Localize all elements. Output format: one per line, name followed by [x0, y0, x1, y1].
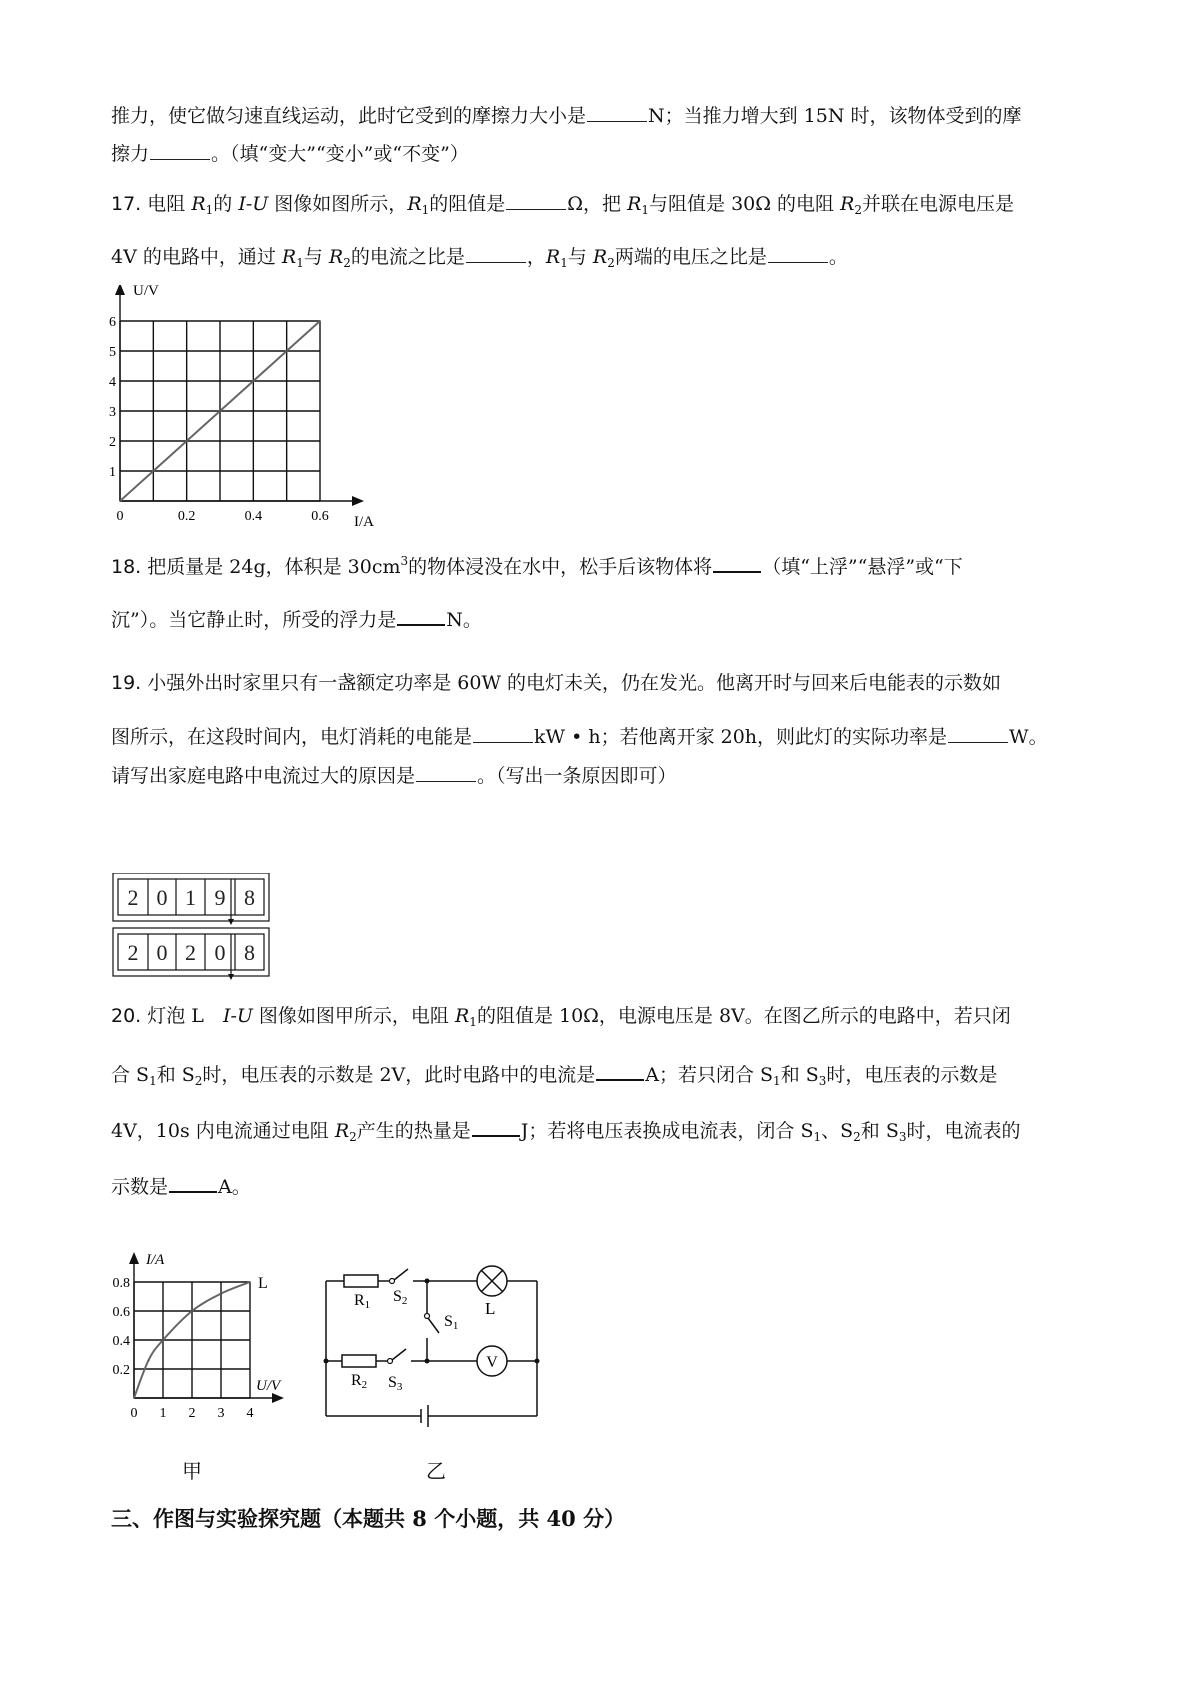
q20-text: 时，电压表的示数是 2V，此时电路中的电流是 [202, 1064, 596, 1086]
q16-line-1 [111, 103, 1022, 128]
q17-text: 与 [567, 246, 593, 268]
q16-text: 推力，使它做匀速直线运动，此时它受到的摩擦力大小是 [111, 105, 587, 127]
q17-text: 。 [828, 246, 848, 268]
meter-digit: 0 [156, 885, 168, 910]
q17-text: 与阻值是 30Ω 的电阻 [649, 193, 841, 215]
var-R: R [840, 193, 855, 215]
x-axis-arrow-icon [352, 496, 364, 506]
x-axis-label: U/V [256, 1378, 281, 1394]
q20-text: 和 S [780, 1064, 819, 1086]
q20-blank-ammeter[interactable] [169, 1173, 217, 1193]
sub: 1 [205, 203, 214, 217]
var-R: R [407, 193, 422, 215]
y-tick-label: 0.2 [112, 1363, 130, 1378]
y-tick-label: 1 [109, 465, 116, 480]
y-tick-label: 0.4 [112, 1334, 130, 1349]
q20-text: 4V，10s 内电流通过电阻 [111, 1120, 335, 1142]
sub: 3 [898, 1130, 907, 1144]
q20-line-4 [111, 1173, 251, 1199]
q17-line-2 [111, 244, 848, 269]
q17-text: ， [526, 246, 546, 268]
sub: 1 [773, 1074, 781, 1088]
q18-text: 沉”）。当它静止时，所受的浮力是 [111, 609, 397, 631]
q16-blank-change[interactable] [150, 141, 210, 160]
sub: 2 [607, 256, 615, 270]
y-tick-label: 0.8 [112, 1276, 130, 1291]
q20-text: 时，电流表的 [906, 1120, 1021, 1142]
q19-blank-reason[interactable] [416, 763, 476, 782]
q18-line-1 [111, 553, 963, 579]
meter-digit: 2 [127, 885, 139, 910]
sub: 1 [560, 256, 568, 270]
y-axis-label: I/A [146, 1252, 165, 1268]
energy-meter-figure [112, 873, 272, 983]
q18-line-2 [111, 606, 482, 632]
q19-text: W。 [1009, 726, 1048, 748]
decimal-pointer-icon [228, 974, 234, 980]
var-R: R [334, 1120, 350, 1142]
q20-text: 和 S [860, 1120, 899, 1142]
q20-text: 的阻值是 10Ω，电源电压是 8V。在图乙所示的电路中，若只闭 [476, 1005, 1011, 1027]
q16-text: 擦力 [111, 143, 150, 165]
label-r2: R2 [351, 1372, 368, 1391]
q19-text: 图所示，在这段时间内，电灯消耗的电能是 [111, 726, 473, 748]
resistor-r1 [344, 1275, 378, 1287]
sub: 2 [343, 256, 351, 270]
caption-yi: 乙 [426, 1459, 446, 1483]
q20-text: 示数是 [111, 1176, 169, 1198]
label-s1: S1 [444, 1313, 459, 1332]
sub: 1 [641, 203, 650, 217]
q17-text: 与 [303, 246, 329, 268]
var-R: R [627, 193, 642, 215]
q17-text: 电阻 [147, 193, 192, 215]
switch-s1-blade [428, 1318, 439, 1333]
data-point [219, 410, 221, 412]
q16-text: 。（填“变大”“变小”或“不变”） [211, 143, 469, 165]
caption-jia: 甲 [182, 1459, 202, 1483]
q18-text: （填“上浮”“悬浮”或“下 [762, 556, 963, 578]
y-axis-arrow-icon [129, 1252, 139, 1264]
sub: 2 [854, 203, 863, 217]
x-tick-label: 3 [217, 1406, 225, 1421]
var-R: R [328, 246, 344, 268]
q20-text: A；若只闭合 S [645, 1064, 774, 1086]
data-point [186, 440, 188, 442]
label-s3: S3 [388, 1374, 403, 1393]
sub: 1 [149, 1074, 157, 1088]
q20-line-2 [111, 1061, 997, 1087]
circuit-diagram [320, 1248, 550, 1428]
x-tick-label: 2 [188, 1406, 196, 1421]
x-tick-label: 0 [116, 509, 124, 524]
q17-text: 两端的电压之比是 [614, 246, 767, 268]
question-number: 18. [111, 556, 142, 578]
chart-lamp-iu [100, 1248, 290, 1428]
sub: 1 [296, 256, 304, 270]
switch-s1-pivot [425, 1314, 430, 1319]
y-tick-label: 3 [109, 405, 116, 420]
label-r1: R1 [354, 1292, 371, 1311]
x-tick-label: 0.4 [244, 509, 263, 524]
series-label-l: L [258, 1275, 268, 1292]
q17-text: 的 [213, 193, 239, 215]
q19-line-3 [111, 763, 677, 788]
var-IU: I-U [222, 1005, 253, 1027]
y-tick-label: 6 [109, 315, 116, 330]
q19-text: 。（写出一条原因即可） [477, 765, 677, 787]
q17-blank-voltage-ratio[interactable] [768, 244, 828, 263]
voltmeter-label: V [486, 1354, 498, 1371]
sub: 2 [349, 1130, 357, 1144]
y-tick-label: 5 [109, 345, 116, 360]
question-number: 17. [111, 193, 142, 215]
q19-blank-power[interactable] [948, 724, 1008, 743]
q19-line-2 [111, 724, 1048, 749]
meter-digit: 9 [214, 885, 226, 910]
data-point [153, 470, 155, 472]
q20-text: 灯泡 L [147, 1005, 223, 1027]
q20-text: 图像如图甲所示，电阻 [252, 1005, 455, 1027]
y-axis-label: U/V [133, 285, 159, 299]
x-tick-label: 0.2 [177, 509, 196, 524]
x-tick-label: 4 [246, 1406, 254, 1421]
sub: 3 [818, 1074, 827, 1088]
q17-text: Ω，把 [567, 193, 628, 215]
x-axis-label: I/A [354, 514, 374, 530]
q19-blank-energy[interactable] [473, 724, 533, 743]
q16-blank-friction[interactable] [587, 103, 647, 122]
data-point [249, 1281, 251, 1283]
junction-dot [535, 1359, 540, 1364]
data-point [286, 350, 288, 352]
data-point [148, 1360, 150, 1362]
y-tick-label: 2 [109, 435, 116, 450]
x-tick-label: 0.6 [311, 509, 329, 524]
x-tick-label: 0 [130, 1406, 138, 1421]
q19-text: kW • h；若他离开家 20h，则此灯的实际功率是 [534, 726, 948, 748]
q16-line-2 [111, 141, 469, 166]
sub: 2 [194, 1074, 203, 1088]
var-R: R [454, 1005, 470, 1027]
data-point [162, 1339, 164, 1341]
var-R: R [191, 193, 206, 215]
data-point [191, 1310, 193, 1312]
x-axis-arrow-icon [272, 1393, 284, 1403]
var-R: R [545, 246, 561, 268]
q17-blank-current-ratio[interactable] [466, 244, 526, 263]
switch-s3-blade [392, 1349, 406, 1360]
decimal-pointer-icon [228, 919, 234, 925]
q20-blank-current[interactable] [596, 1061, 644, 1081]
q18-text: N。 [446, 609, 482, 631]
switch-s2-blade [394, 1269, 408, 1280]
sub: 2 [853, 1130, 861, 1144]
meter-digit: 0 [214, 940, 226, 965]
label-s2: S2 [393, 1288, 408, 1307]
q20-text: 产生的热量是 [356, 1120, 471, 1142]
q20-text: A。 [218, 1176, 251, 1198]
meter-digit: 0 [156, 940, 168, 965]
q17-text: 的电流之比是 [350, 246, 465, 268]
chart-r1-ui [100, 285, 380, 540]
q17-text: 图像如图所示， [268, 193, 408, 215]
q18-text: 把质量是 24g，体积是 30cm [147, 556, 401, 578]
q19-text: 请写出家庭电路中电流过大的原因是 [111, 765, 416, 787]
meter-digit: 8 [244, 940, 255, 965]
meter-digit: 2 [127, 940, 139, 965]
data-point [220, 1293, 222, 1295]
q17-line-1 [111, 191, 1014, 216]
q18-blank-state[interactable] [713, 553, 761, 573]
q18-blank-buoyancy[interactable] [397, 606, 445, 626]
sub: 1 [421, 203, 430, 217]
meter-digit: 2 [185, 940, 196, 965]
q20-text: J；若将电压表换成电流表，闭合 S [520, 1120, 814, 1142]
label-lamp: L [485, 1299, 496, 1318]
q20-blank-heat[interactable] [472, 1117, 520, 1137]
y-axis-arrow-icon [115, 285, 125, 295]
sub: 1 [469, 1015, 477, 1029]
sub: 1 [813, 1130, 822, 1144]
q19-text: 小强外出时家里只有一盏额定功率是 60W 的电灯未关，仍在发光。他离开时与回来后电能表的示数如 [147, 672, 1002, 694]
q16-text: N；当推力增大到 15N 时，该物体受到的摩 [648, 105, 1022, 127]
q20-text: 时，电压表的示数是 [826, 1064, 998, 1086]
data-point [119, 500, 121, 502]
q20-text: 、S [821, 1120, 854, 1142]
q20-line-1 [111, 1004, 1011, 1028]
meter-digit: 8 [244, 885, 255, 910]
question-number: 19. [111, 672, 142, 694]
resistor-r2 [342, 1355, 376, 1367]
x-tick-label: 1 [159, 1406, 167, 1421]
meter-digit: 1 [185, 885, 196, 910]
y-tick-label: 0.6 [112, 1305, 130, 1320]
q17-text: 的阻值是 [429, 193, 506, 215]
data-point [319, 320, 321, 322]
q17-text: 4V 的电路中，通过 [111, 246, 282, 268]
var-R: R [281, 246, 297, 268]
question-number: 20. [111, 1005, 142, 1027]
q17-text: 并联在电源电压是 [862, 193, 1015, 215]
q19-line-1 [111, 671, 1001, 695]
q20-text: 合 S [111, 1064, 150, 1086]
var-IU: I-U [238, 193, 269, 215]
q20-line-3 [111, 1117, 1021, 1143]
y-tick-label: 4 [109, 375, 116, 390]
data-point [133, 1397, 135, 1399]
q17-blank-resistance[interactable] [506, 191, 566, 210]
data-point [253, 380, 255, 382]
sup: 3 [400, 554, 409, 568]
section-title: 三、作图与实验探究题（本题共 8 个小题，共 40 分） [111, 1506, 626, 1531]
q18-text: 的物体浸没在水中，松手后该物体将 [408, 556, 713, 578]
var-R: R [592, 246, 608, 268]
q20-text: 和 S [156, 1064, 195, 1086]
